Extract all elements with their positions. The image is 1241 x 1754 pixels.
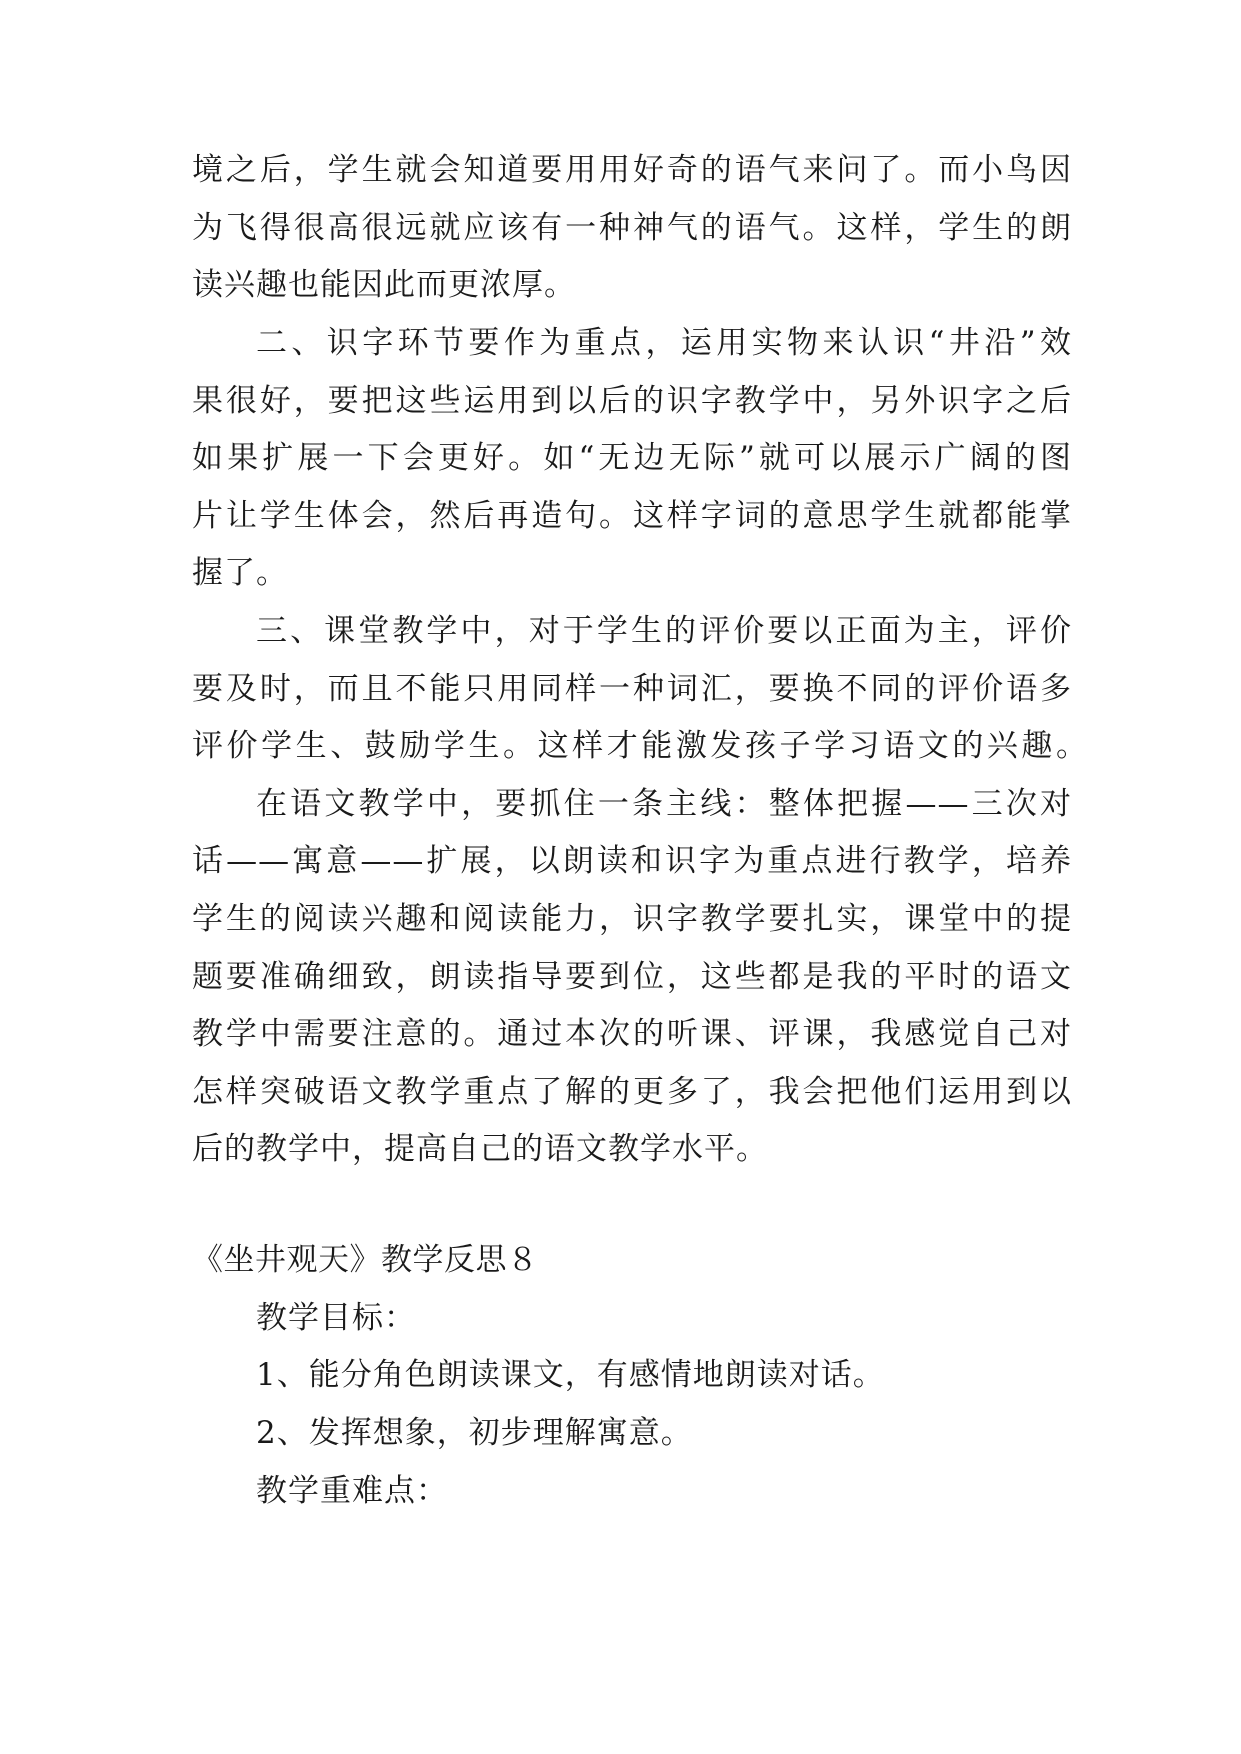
paragraph-line: 要及时，而且不能只用同样一种词汇，要换不同的评价语多 [192,671,1072,707]
paragraph-line: 为飞得很高很远就应该有一种神气的语气。这样，学生的朗 [192,210,1072,246]
section-line: 2、发挥想象，初步理解寓意。 [256,1415,693,1451]
paragraph-line: 怎样突破语文教学重点了解的更多了，我会把他们运用到以 [192,1074,1072,1110]
paragraph-line: 果很好，要把这些运用到以后的识字教学中，另外识字之后 [192,383,1072,419]
paragraph-line: 评价学生、鼓励学生。这样才能激发孩子学习语文的兴趣。 [192,728,1088,764]
paragraph-line: 三、课堂教学中，对于学生的评价要以正面为主，评价 [256,613,1072,649]
section-line: 教学重难点： [256,1473,448,1509]
paragraph-line: 题要准确细致，朗读指导要到位，这些都是我的平时的语文 [192,959,1072,995]
paragraph-line: 学生的阅读兴趣和阅读能力，识字教学要扎实，课堂中的提 [192,901,1072,937]
paragraph-line: 境之后，学生就会知道要用用好奇的语气来问了。而小鸟因 [192,152,1072,188]
section-line: 1、能分角色朗读课文，有感情地朗读对话。 [256,1357,885,1393]
paragraph-line: 片让学生体会，然后再造句。这样字词的意思学生就都能掌 [192,498,1072,534]
paragraph-line: 握了。 [192,555,288,591]
section-title: 《坐井观天》教学反思８ [192,1242,539,1278]
paragraph-line: 教学中需要注意的。通过本次的听课、评课，我感觉自己对 [192,1016,1072,1052]
paragraph-line: 二、识字环节要作为重点，运用实物来认识“井沿”效 [256,325,1072,361]
paragraph-line: 如果扩展一下会更好。如“无边无际”就可以展示广阔的图 [192,440,1072,476]
paragraph-line: 话——寓意——扩展，以朗读和识字为重点进行教学，培养 [192,843,1072,879]
paragraph-line: 在语文教学中，要抓住一条主线：整体把握——三次对 [256,786,1072,822]
paragraph-line: 读兴趣也能因此而更浓厚。 [192,267,576,303]
section-line: 教学目标： [256,1300,416,1336]
paragraph-line: 后的教学中，提高自己的语文教学水平。 [192,1131,768,1167]
